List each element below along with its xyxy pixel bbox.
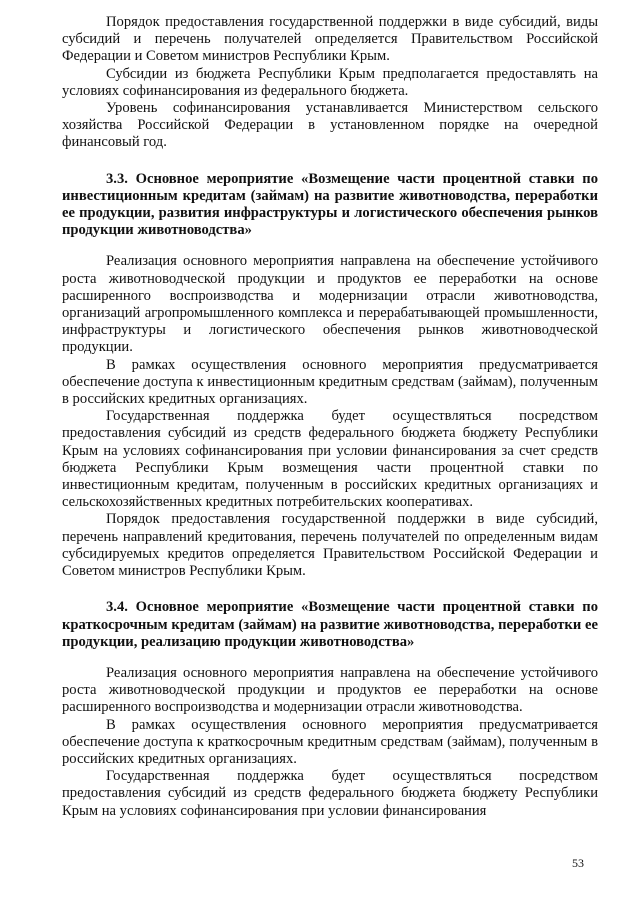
- paragraph: Реализация основного мероприятия направлена на обеспечение устойчивого роста животноводческой продукции и продуктов ее переработки на основе расширенного воспроизводства и модернизации отрасли животноводства.: [62, 664, 598, 716]
- page-number: 53: [572, 856, 584, 870]
- spacer: [62, 152, 598, 171]
- spacer: [62, 651, 598, 665]
- paragraph: Субсидии из бюджета Республики Крым предполагается предоставлять на условиях софинансирования из федерального бюджета.: [62, 65, 598, 99]
- spacer: [62, 580, 598, 599]
- section-heading-3-3: 3.3. Основное мероприятие «Возмещение части процентной ставки по инвестиционным кредитам (займам) на развитие животноводства, переработки ее продукции, развития инфраструктуры и логистического обеспечения рынков продукции животноводства»: [62, 170, 598, 239]
- paragraph: В рамках осуществления основного мероприятия предусматривается обеспечение доступа к краткосрочным кредитным средствам (займам), полученным в российских кредитных организациях.: [62, 716, 598, 767]
- paragraph: Порядок предоставления государственной поддержки в виде субсидий, перечень направлений кредитования, перечень получателей по определенным видам субсидируемых кредитов определяется Правительством Российской Федерации и Советом министров Республики Крым.: [62, 511, 598, 580]
- paragraph: Порядок предоставления государственной поддержки в виде субсидий, виды субсидий и перечень получателей определяется Правительством Российской Федерации и Советом министров Республики Крым.: [62, 14, 598, 65]
- paragraph: Реализация основного мероприятия направлена на обеспечение устойчивого роста животноводческой продукции и продуктов ее переработки на основе расширенного воспроизводства и модернизации отрасли животноводства, организаций агропромышленного комплекса и перерабатывающей промышленности, инфраструктуры и логистического обеспечения рынков животноводческой продукции.: [62, 253, 598, 356]
- spacer: [62, 239, 598, 253]
- paragraph: Государственная поддержка будет осуществляться посредством предоставления субсидий из средств федерального бюджета бюджету Республики Крым на условиях софинансирования при условии финансирования за счет средств бюджета Республики Крым возмещения части процентной ставки по инвестиционным кредитам, полученным в российских кредитных организациях и сельскохозяйственных кредитных потребительских кооперативах.: [62, 408, 598, 511]
- paragraph: В рамках осуществления основного мероприятия предусматривается обеспечение доступа к инвестиционным кредитным средствам (займам), полученным в российских кредитных организациях.: [62, 356, 598, 408]
- document-page: [62, 14, 598, 820]
- paragraph: Государственная поддержка будет осуществляться посредством предоставления субсидий из средств федерального бюджета бюджету Республики Крым на условиях софинансирования при условии финансирования: [62, 768, 598, 819]
- section-heading-3-4: 3.4. Основное мероприятие «Возмещение части процентной ставки по краткосрочным кредитам (займам) на развитие животноводства, переработки ее продукции, реализацию продукции животноводства»: [62, 599, 598, 650]
- paragraph: Уровень софинансирования устанавливается Министерством сельского хозяйства Российской Федерации в установленном порядке на очередной финансовый год.: [62, 100, 598, 151]
